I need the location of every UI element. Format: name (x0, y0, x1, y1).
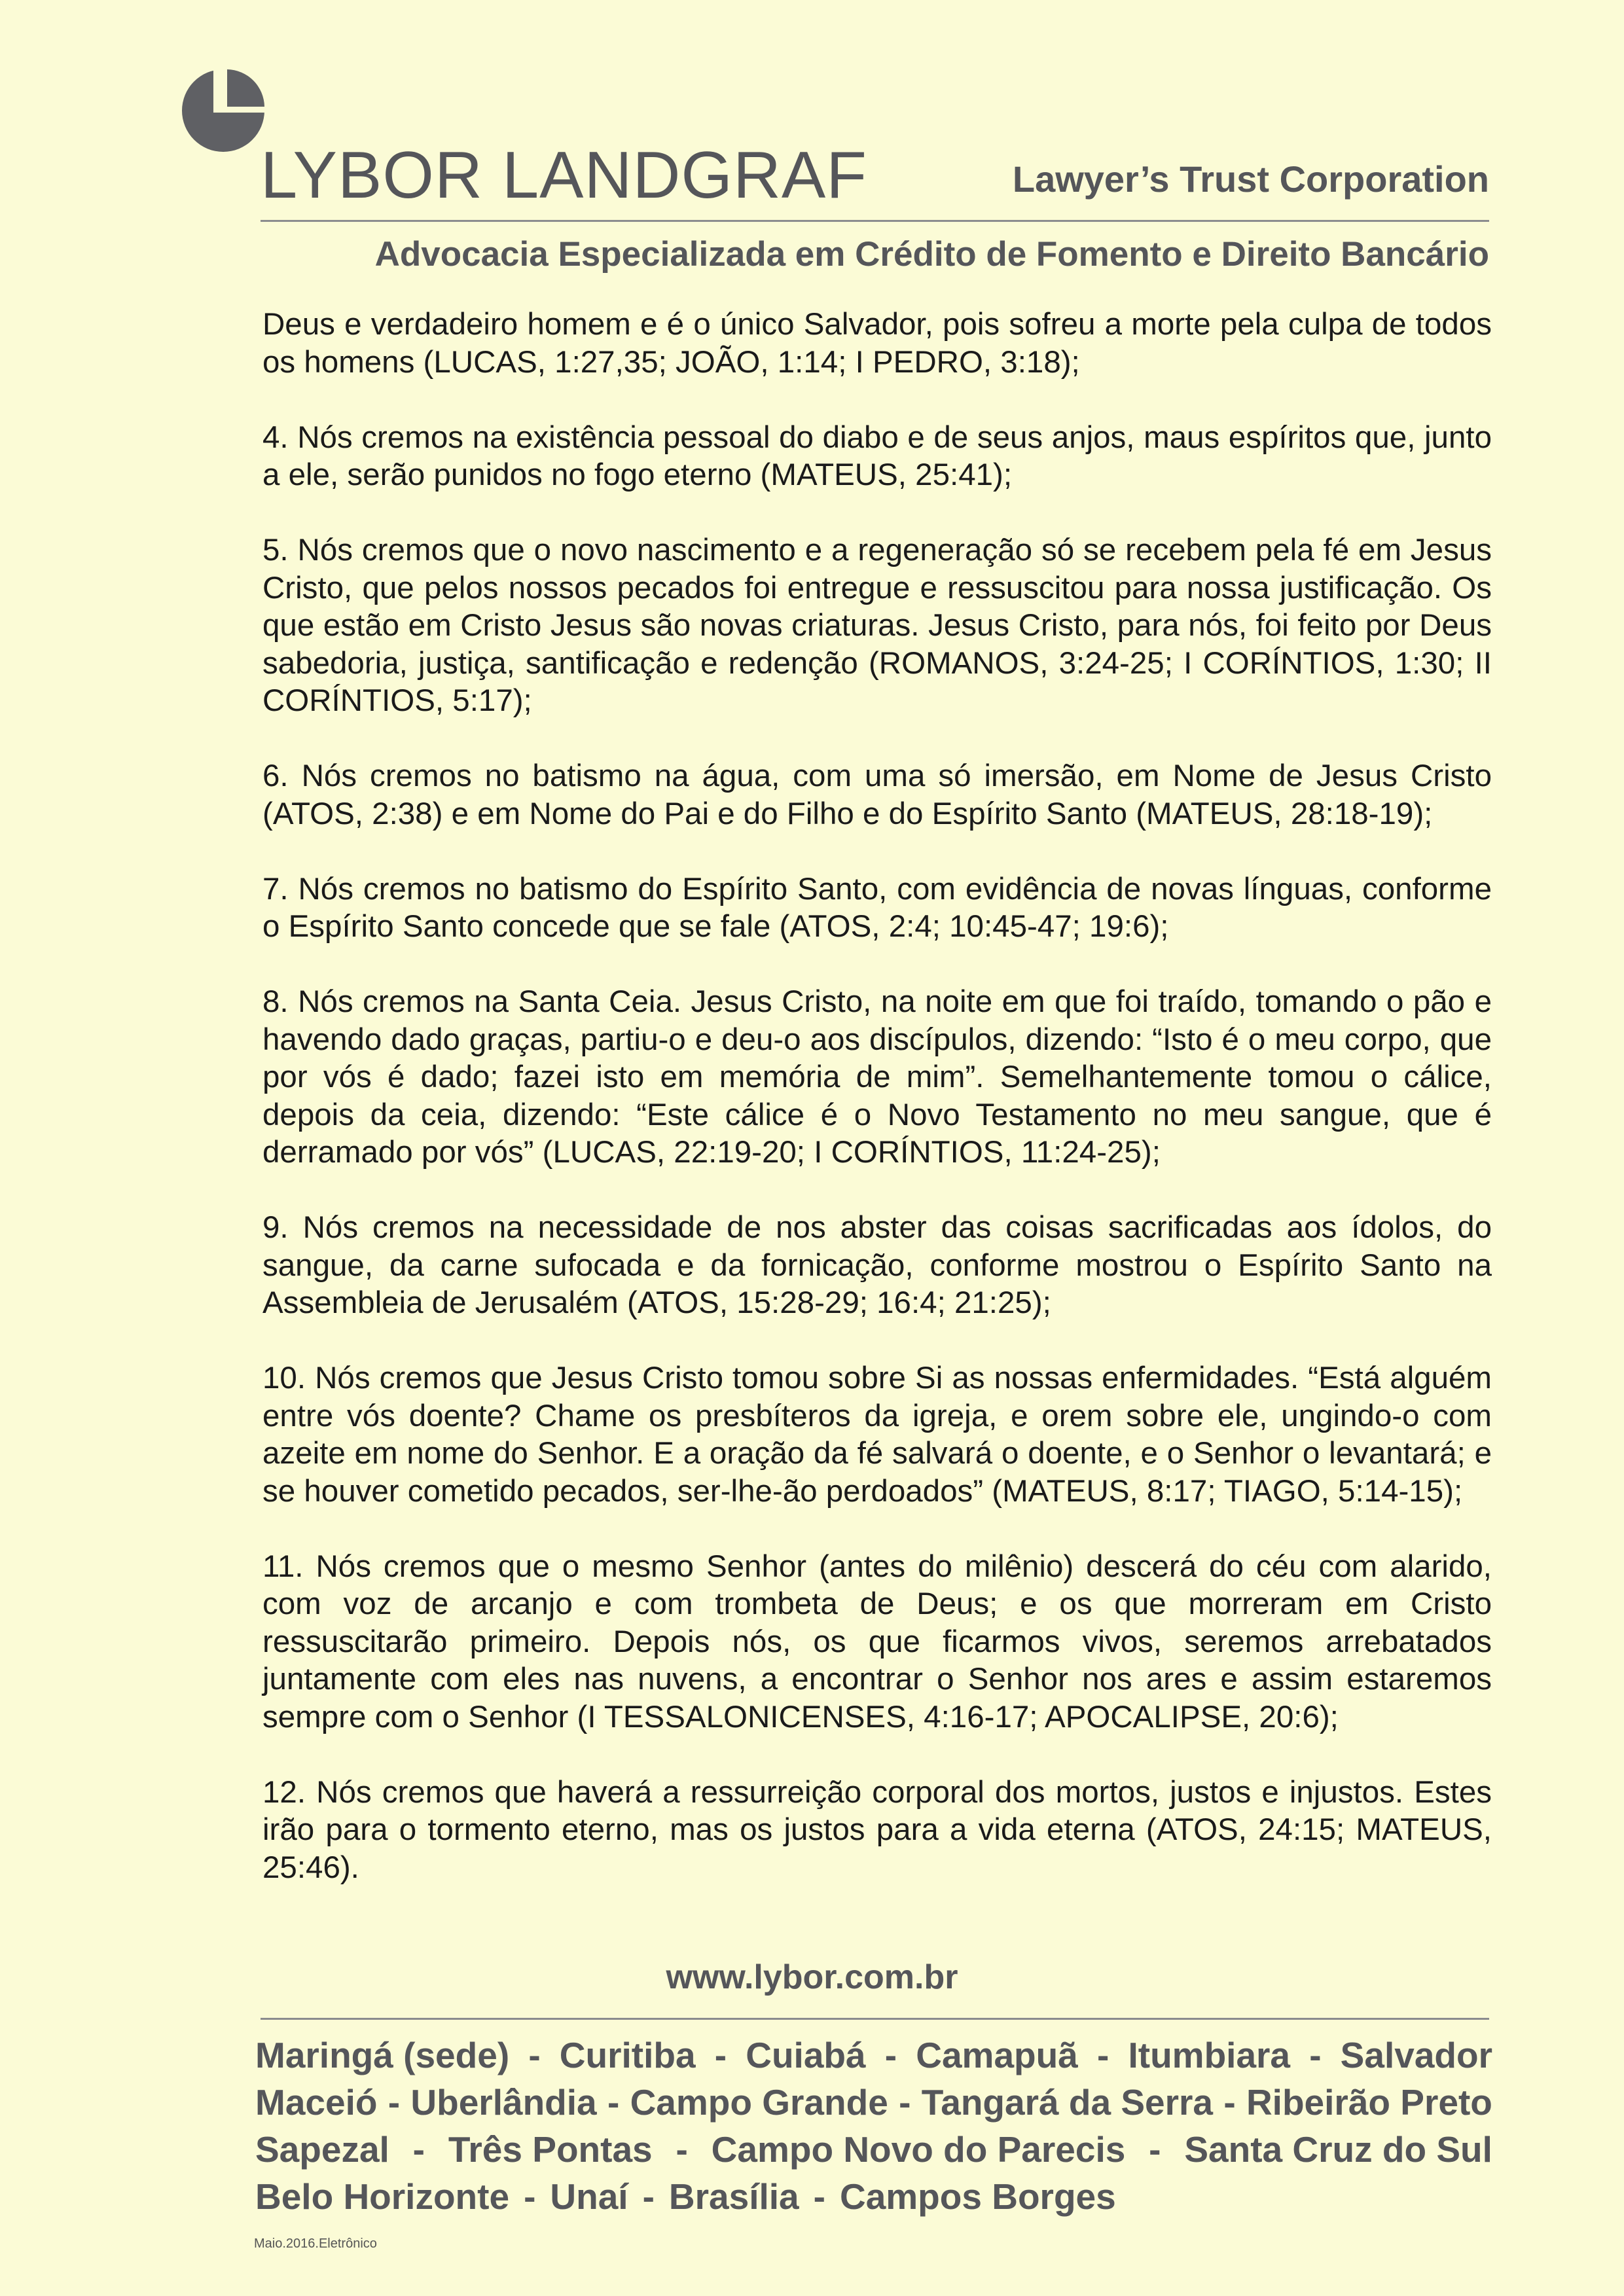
header-divider (261, 220, 1489, 222)
paragraph: 7. Nós cremos no batismo do Espírito Santo, com evidência de novas línguas, conforme o Espírito Santo concede que se fale (ATOS, 2:4; 10:45-47; 19:6); (262, 871, 1492, 944)
city-line (255, 2032, 1492, 2079)
website-link[interactable]: www.lybor.com.br (666, 1958, 958, 1996)
city: Campo Novo do Parecis (711, 2129, 1126, 2170)
city: Brasília (668, 2176, 799, 2217)
city: Itumbiara (1128, 2035, 1291, 2075)
city: Belo Horizonte (255, 2176, 510, 2217)
separator: - (642, 2176, 655, 2217)
separator: - (412, 2129, 425, 2170)
city: Curitiba (559, 2035, 696, 2075)
city: Ribeirão Preto (1246, 2082, 1492, 2123)
city: Tangará da Serra (921, 2082, 1214, 2123)
header-subtitle: Advocacia Especializada em Crédito de Fomento e Direito Bancário (374, 235, 1489, 274)
paragraph: 8. Nós cremos na Santa Ceia. Jesus Cristo, na noite em que foi traído, tomando o pão e havendo dado graças, partiu-o e deu-o aos discípulos, dizendo: “Isto é o meu corpo, que por vós é dado; fazei isto em memória de mim”. Semelhantemente tomou o cálice, depois da ceia, dizendo: “Este cálice é o Novo Testamento no meu sangue, que é derramado por vós” (LUCAS, 22:19-20; I CORÍNTIOS, 11:24-25); (262, 984, 1492, 1170)
city: Campo Grande (630, 2082, 888, 2123)
separator: - (714, 2035, 727, 2075)
separator: - (1096, 2035, 1110, 2075)
separator: - (607, 2082, 620, 2123)
paragraph: 5. Nós cremos que o novo nascimento e a regeneração só se recebem pela fé em Jesus Cristo, que pelos nossos pecados foi entregue e ressuscitou para nossa justificação. Os que estão em Cristo Jesus são novas criaturas. Jesus Cristo, para nós, foi feito por Deus sabedoria, justiça, santificação e redenção (ROMANOS, 3:24-25; I CORÍNTIOS, 1:30; II CORÍNTIOS, 5:17); (262, 533, 1492, 718)
paragraph: 11. Nós cremos que o mesmo Senhor (antes do milênio) descerá do céu com alarido, com voz de arcanjo e com trombeta de Deus; e os que morreram em Cristo ressuscitarão primeiro. Depois nós, os que ficarmos vivos, seremos arrebatados juntamente com eles nas nuvens, a encontrar o Senhor nos ares e assim estaremos sempre com o Senhor (I TESSALONICENSES, 4:16-17; APOCALIPSE, 20:6); (262, 1549, 1492, 1734)
document-body (262, 306, 1492, 1924)
edition-note: Maio.2016.Eletrônico (254, 2236, 377, 2251)
paragraph: 12. Nós cremos que haverá a ressurreição corporal dos mortos, justos e injustos. Estes irão para o tormento eterno, mas os justos para a vida eterna (ATOS, 24:15; MATEUS, 25:46). (262, 1774, 1492, 1885)
separator: - (1223, 2082, 1236, 2123)
separator: - (813, 2176, 825, 2217)
city: Camapuã (916, 2035, 1078, 2075)
separator: - (388, 2082, 401, 2123)
separator: - (676, 2129, 688, 2170)
separator: - (1149, 2129, 1161, 2170)
city: Sapezal (255, 2129, 389, 2170)
city: Cuiabá (746, 2035, 866, 2075)
separator: - (528, 2035, 541, 2075)
city: Salvador (1340, 2035, 1492, 2075)
lybor-logo-icon (181, 68, 266, 153)
separator: - (524, 2176, 536, 2217)
office-cities (255, 2032, 1492, 2220)
brand-tagline: Lawyer’s Trust Corporation (1012, 158, 1489, 200)
city: Unaí (550, 2176, 628, 2217)
footer-divider (261, 2018, 1489, 2020)
brand-name: LYBOR LANDGRAF (261, 139, 867, 212)
paragraph: 10. Nós cremos que Jesus Cristo tomou sobre Si as nossas enfermidades. “Está alguém entre vós doente? Chame os presbíteros da igreja, e orem sobre ele, ungindo-o com azeite em nome do Senhor. E a oração da fé salvará o doente, e o Senhor o levantará; e se houver cometido pecados, ser-lhe-ão perdoados” (MATEUS, 8:17; TIAGO, 5:14-15); (262, 1361, 1492, 1509)
city: Maceió (255, 2082, 378, 2123)
city-line (255, 2126, 1492, 2173)
city-line (255, 2173, 1492, 2220)
separator: - (884, 2035, 897, 2075)
city-line (255, 2079, 1492, 2126)
paragraph: 9. Nós cremos na necessidade de nos abster das coisas sacrificadas aos ídolos, do sangue, da carne sufocada e da fornicação, conforme mostrou o Espírito Santo na Assembleia de Jerusalém (ATOS, 15:28-29; 16:4; 21:25); (262, 1210, 1492, 1320)
paragraph: 6. Nós cremos no batismo na água, com uma só imersão, em Nome de Jesus Cristo (ATOS, 2:38) e em Nome do Pai e do Filho e do Espírito Santo (MATEUS, 28:18-19); (262, 759, 1492, 831)
city: Uberlândia (410, 2082, 597, 2123)
separator: - (1309, 2035, 1322, 2075)
city: Campos Borges (839, 2176, 1116, 2217)
paragraph: 4. Nós cremos na existência pessoal do diabo e de seus anjos, maus espíritos que, junto a ele, serão punidos no fogo eterno (MATEUS, 25:41); (262, 420, 1492, 492)
city: Santa Cruz do Sul (1184, 2129, 1492, 2170)
city: Três Pontas (448, 2129, 653, 2170)
city: Maringá (sede) (255, 2035, 510, 2075)
separator: - (899, 2082, 911, 2123)
paragraph: Deus e verdadeiro homem e é o único Salvador, pois sofreu a morte pela culpa de todos os homens (LUCAS, 1:27,35; JOÃO, 1:14; I PEDRO, 3:18); (262, 307, 1492, 380)
